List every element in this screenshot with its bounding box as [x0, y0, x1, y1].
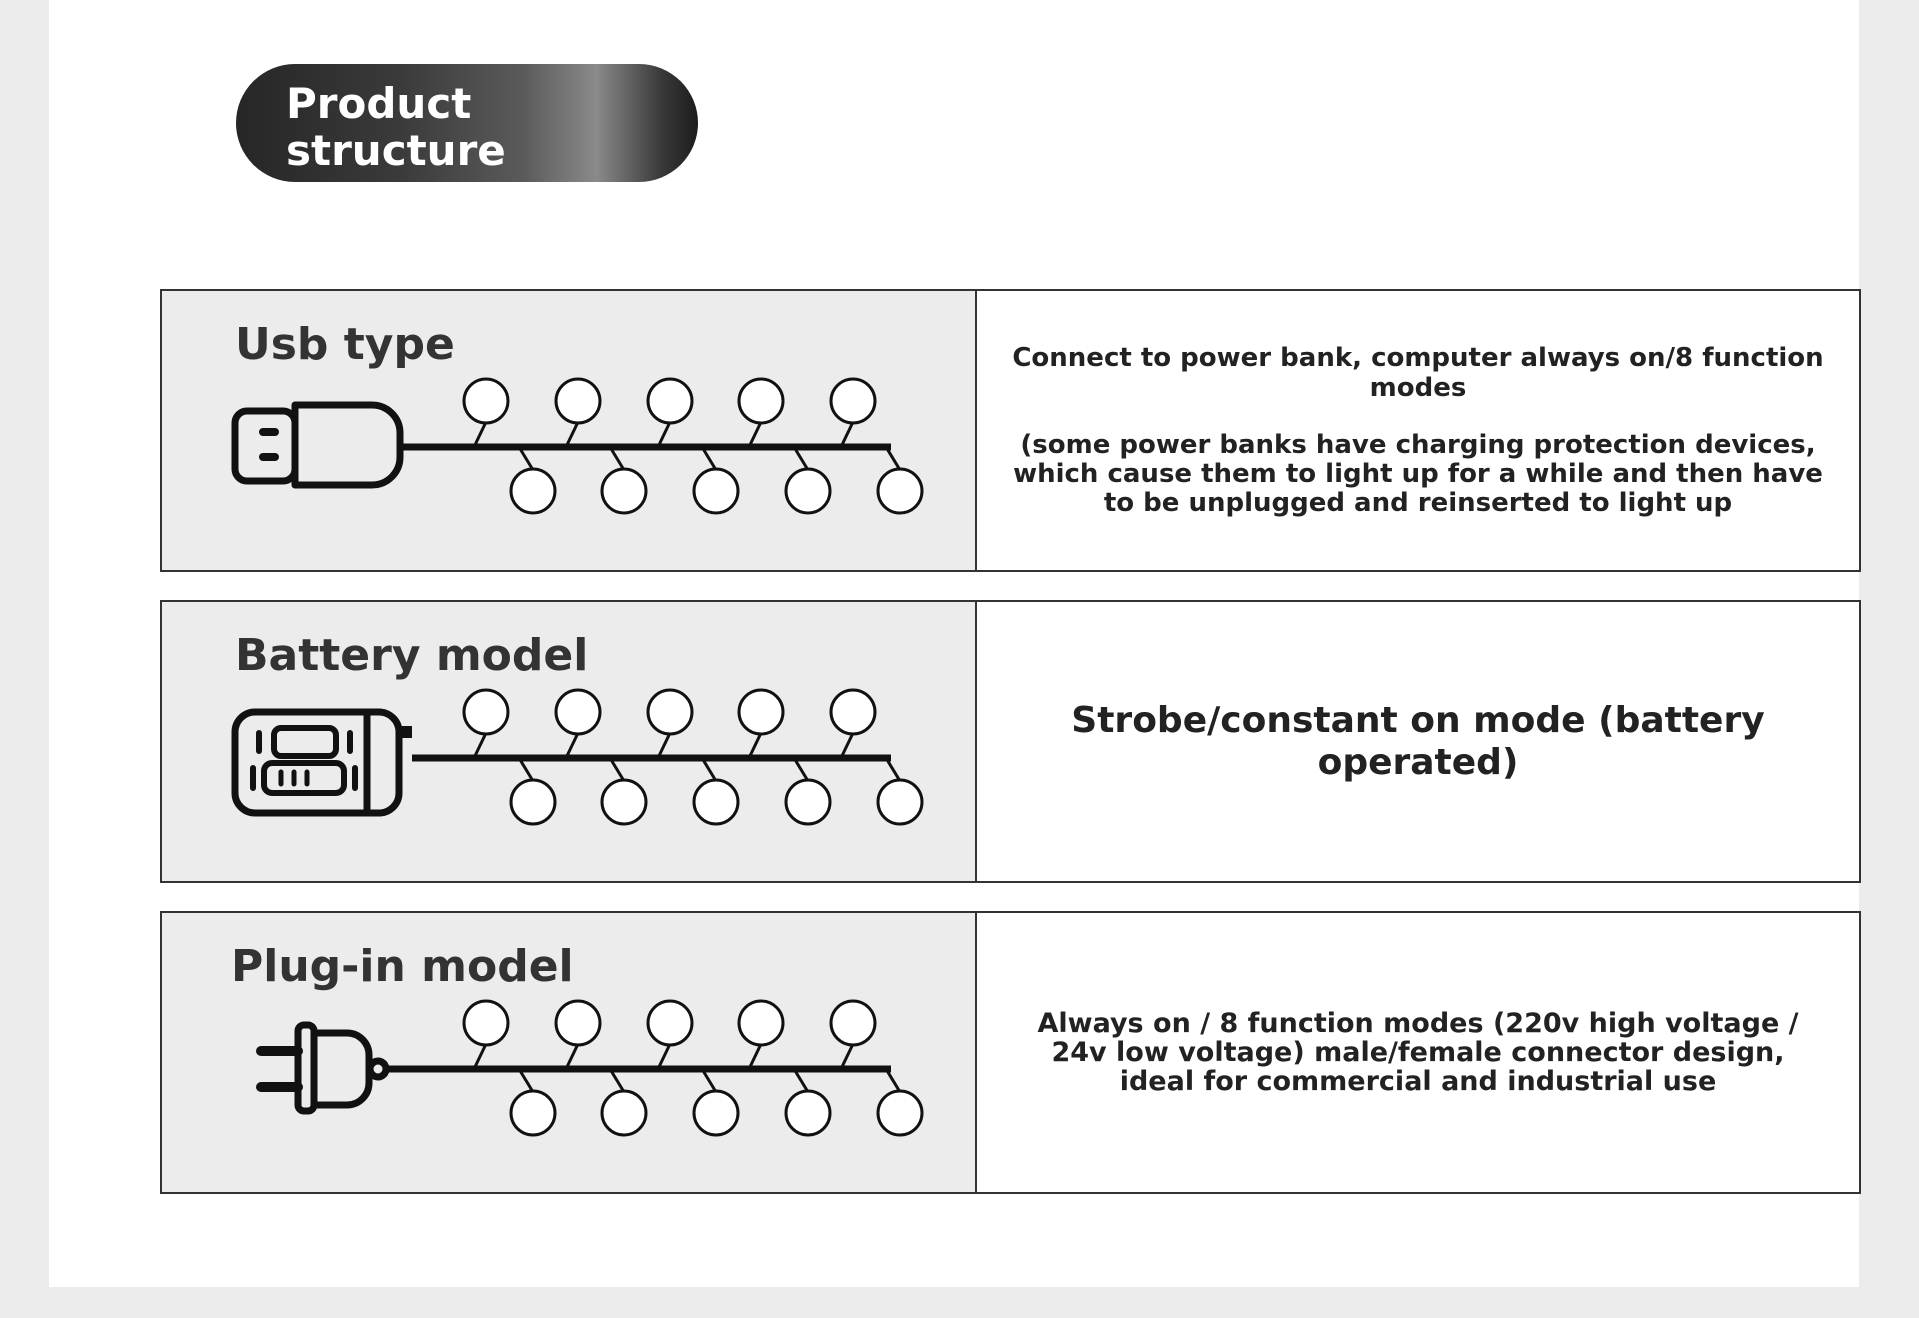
bulb-stem [841, 733, 853, 758]
bulb-icon [602, 469, 646, 513]
bulb-icon [464, 1001, 508, 1045]
bulb-icon [511, 780, 555, 824]
bulb-stem [474, 733, 486, 758]
section-title-line1: Product [286, 79, 472, 128]
battery-box-icon [235, 712, 412, 813]
bulb-stem [658, 733, 670, 758]
row-usb-type-note: (some power banks have charging protection devices, which cause them to light up for a while and then have to be unplugged and reinserted to light up [1013, 430, 1823, 518]
row-battery-model [160, 600, 1861, 883]
row-usb-type-description: Connect to power bank, computer always on/8 function modes [1012, 343, 1824, 403]
bulb-stem [566, 733, 578, 758]
bulb-icon [464, 379, 508, 423]
bulb-icon [786, 469, 830, 513]
row-usb-type-illustration-panel [162, 291, 977, 570]
bulb-stem [474, 422, 486, 447]
row-battery-model-illustration-panel [162, 602, 977, 881]
bulb-icon [464, 690, 508, 734]
bulb-icon [878, 780, 922, 824]
page-sheet [49, 0, 1859, 1287]
row-battery-model-description: Strobe/constant on mode (battery operated) [1071, 699, 1765, 783]
light-strand [384, 1001, 922, 1135]
row-usb-type-description-panel [977, 291, 1859, 570]
row-plug-in-model-title: Plug-in model [231, 941, 574, 992]
row-usb-type [160, 289, 1861, 572]
bulb-icon [648, 690, 692, 734]
bulb-stem [658, 1044, 670, 1069]
section-title-badge [236, 64, 698, 182]
row-plug-in-model-description-panel [977, 913, 1859, 1192]
bulb-icon [511, 469, 555, 513]
row-battery-model-description-panel [977, 602, 1859, 881]
bulb-stem [749, 1044, 761, 1069]
bulb-icon [831, 379, 875, 423]
battery-string-light-illustration [162, 602, 977, 881]
usb-string-light-illustration [162, 291, 977, 570]
bulb-icon [786, 1091, 830, 1135]
bulb-icon [831, 690, 875, 734]
bulb-stem [474, 1044, 486, 1069]
plug-in-string-light-illustration [162, 913, 977, 1192]
bulb-stem [566, 1044, 578, 1069]
bulb-icon [648, 1001, 692, 1045]
light-strand [400, 379, 922, 513]
bulb-stem [841, 1044, 853, 1069]
bulb-icon [556, 379, 600, 423]
bulb-stem [658, 422, 670, 447]
bulb-stem [749, 733, 761, 758]
bulb-stem [841, 422, 853, 447]
power-plug-icon [261, 1025, 386, 1111]
bulb-icon [694, 1091, 738, 1135]
bulb-icon [602, 780, 646, 824]
bulb-icon [694, 780, 738, 824]
bulb-icon [602, 1091, 646, 1135]
light-strand [412, 690, 922, 824]
bulb-icon [556, 690, 600, 734]
bulb-icon [878, 469, 922, 513]
bulb-icon [511, 1091, 555, 1135]
section-title-line2: structure [286, 126, 506, 175]
bulb-stem [886, 758, 900, 781]
row-plug-in-model-illustration-panel [162, 913, 977, 1192]
bulb-icon [694, 469, 738, 513]
row-usb-type-title: Usb type [235, 319, 455, 370]
row-plug-in-model [160, 911, 1861, 1194]
bulb-icon [739, 379, 783, 423]
bulb-icon [878, 1091, 922, 1135]
row-battery-model-title: Battery model [235, 630, 589, 681]
bulb-stem [886, 1069, 900, 1092]
bulb-icon [556, 1001, 600, 1045]
bulb-icon [831, 1001, 875, 1045]
bulb-icon [648, 379, 692, 423]
bulb-icon [739, 1001, 783, 1045]
bulb-icon [739, 690, 783, 734]
bulb-stem [886, 447, 900, 470]
bulb-icon [786, 780, 830, 824]
bulb-stem [749, 422, 761, 447]
row-plug-in-model-description: Always on / 8 function modes (220v high voltage / 24v low voltage) male/female connector design, ideal for commercial and industrial use [1037, 1008, 1799, 1097]
usb-plug-icon [235, 405, 400, 485]
bulb-stem [566, 422, 578, 447]
